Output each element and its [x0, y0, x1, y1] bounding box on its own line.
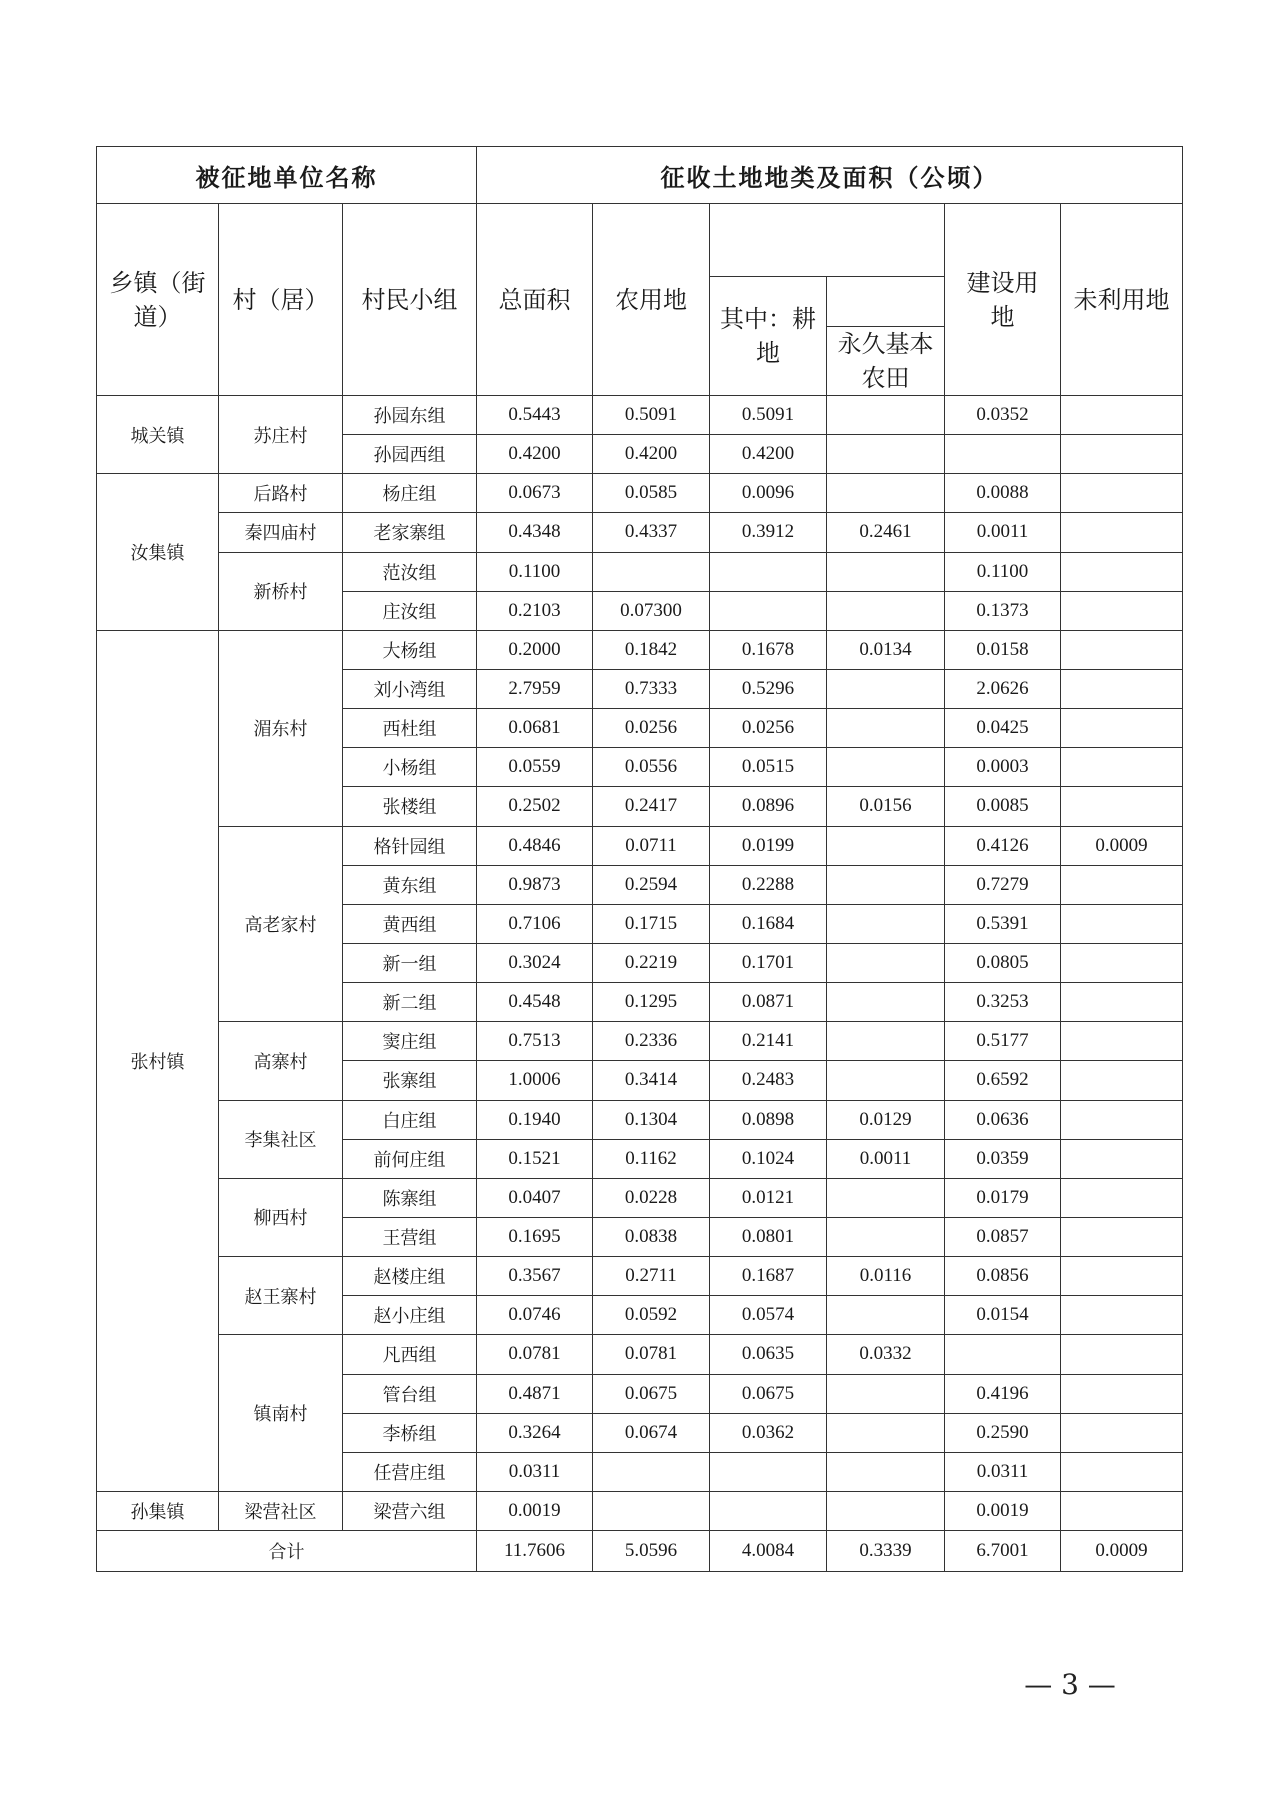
cultivated-cell [710, 1491, 827, 1530]
cultivated-header: 其中：耕地 [710, 277, 827, 396]
construction-cell: 0.0352 [945, 396, 1061, 435]
total-area-cell: 0.3024 [477, 943, 593, 982]
total-area-cell: 0.0781 [477, 1335, 593, 1374]
agricultural-cell: 0.7333 [593, 669, 710, 708]
cultivated-cell: 0.2483 [710, 1061, 827, 1100]
total-area-cell: 0.0673 [477, 474, 593, 513]
basic-farmland-cell [827, 1022, 945, 1061]
total-area-cell: 0.4348 [477, 513, 593, 552]
total-label: 合计 [97, 1531, 477, 1572]
total-area-cell: 0.0681 [477, 709, 593, 748]
total-area-cell: 0.2103 [477, 591, 593, 630]
agricultural-cell: 0.2594 [593, 865, 710, 904]
construction-cell: 0.0636 [945, 1100, 1061, 1139]
unused-cell [1061, 474, 1183, 513]
agricultural-cell: 0.1715 [593, 904, 710, 943]
cultivated-cell: 0.5296 [710, 669, 827, 708]
group-cell: 格针园组 [343, 826, 477, 865]
cultivated-cell: 0.3912 [710, 513, 827, 552]
agricultural-cell: 0.0556 [593, 748, 710, 787]
cultivated-cell: 0.4200 [710, 435, 827, 474]
unused-cell [1061, 1491, 1183, 1530]
group-cell: 王营组 [343, 1217, 477, 1256]
total-area-cell: 0.4548 [477, 983, 593, 1022]
group-cell: 杨庄组 [343, 474, 477, 513]
basic-farmland-cell [827, 474, 945, 513]
group-cell: 梁营六组 [343, 1491, 477, 1530]
village-cell: 湄东村 [219, 630, 343, 826]
total-area-cell: 0.4871 [477, 1374, 593, 1413]
total-row [97, 1531, 1183, 1572]
village-cell: 柳西村 [219, 1178, 343, 1256]
agricultural-cell: 0.1842 [593, 630, 710, 669]
agricultural-cell: 0.0675 [593, 1374, 710, 1413]
cultivated-cell: 0.0199 [710, 826, 827, 865]
agricultural-cell: 0.2336 [593, 1022, 710, 1061]
total-area-cell: 0.4200 [477, 435, 593, 474]
cultivated-cell: 0.2141 [710, 1022, 827, 1061]
total-area-cell: 0.1940 [477, 1100, 593, 1139]
total-total-area-cell: 11.7606 [477, 1531, 593, 1572]
unused-cell [1061, 1217, 1183, 1256]
basic-farmland-cell [827, 983, 945, 1022]
table-row [97, 630, 1183, 669]
basic-farmland-cell: 0.0156 [827, 787, 945, 826]
group-cell: 黄西组 [343, 904, 477, 943]
village-cell: 赵王寨村 [219, 1257, 343, 1335]
group-cell: 新二组 [343, 983, 477, 1022]
construction-cell: 0.0805 [945, 943, 1061, 982]
cultivated-cell [710, 1452, 827, 1491]
total-area-cell: 0.2000 [477, 630, 593, 669]
page-number: — 3 — [1024, 1668, 1116, 1701]
table-row [97, 1100, 1183, 1139]
basic-farmland-cell [827, 1413, 945, 1452]
agricultural-cell: 0.1295 [593, 983, 710, 1022]
group-cell: 老家寨组 [343, 513, 477, 552]
village-cell: 高老家村 [219, 826, 343, 1022]
total-area-cell: 0.0311 [477, 1452, 593, 1491]
construction-cell: 0.0179 [945, 1178, 1061, 1217]
construction-cell: 0.0311 [945, 1452, 1061, 1491]
basic-farmland-cell [827, 748, 945, 787]
basic-farmland-cell [827, 904, 945, 943]
unused-cell [1061, 865, 1183, 904]
agricultural-cell: 0.0256 [593, 709, 710, 748]
township-cell: 孙集镇 [97, 1491, 219, 1530]
cultivated-cell [710, 552, 827, 591]
cultivated-cell: 0.0896 [710, 787, 827, 826]
basic-farmland-cell: 0.0134 [827, 630, 945, 669]
construction-header: 建设用地 [945, 204, 1061, 396]
cultivated-cell: 0.0635 [710, 1335, 827, 1374]
table-row [97, 1491, 1183, 1530]
cultivated-cell: 0.0121 [710, 1178, 827, 1217]
land-acquisition-table [96, 146, 1183, 1572]
basic-farmland-cell [827, 1452, 945, 1491]
agricultural-cell: 0.0781 [593, 1335, 710, 1374]
agricultural-cell: 0.0228 [593, 1178, 710, 1217]
construction-cell: 0.0154 [945, 1296, 1061, 1335]
construction-cell: 0.7279 [945, 865, 1061, 904]
unused-cell [1061, 591, 1183, 630]
unused-cell [1061, 709, 1183, 748]
group-cell: 新一组 [343, 943, 477, 982]
construction-cell: 0.6592 [945, 1061, 1061, 1100]
group-cell: 任营庄组 [343, 1452, 477, 1491]
group-cell: 张楼组 [343, 787, 477, 826]
township-cell: 城关镇 [97, 396, 219, 474]
basic-farmland-cell [827, 1374, 945, 1413]
group-cell: 赵小庄组 [343, 1296, 477, 1335]
basic-farmland-cell: 0.0129 [827, 1100, 945, 1139]
agricultural-cell: 0.0674 [593, 1413, 710, 1452]
agricultural-cell: 0.1304 [593, 1100, 710, 1139]
construction-cell [945, 1335, 1061, 1374]
construction-cell: 0.3253 [945, 983, 1061, 1022]
construction-cell: 0.0011 [945, 513, 1061, 552]
cultivated-cell: 0.1024 [710, 1139, 827, 1178]
group-cell: 庄汝组 [343, 591, 477, 630]
cultivated-cell: 0.0871 [710, 983, 827, 1022]
group-cell: 前何庄组 [343, 1139, 477, 1178]
unused-cell [1061, 1100, 1183, 1139]
township-cell: 张村镇 [97, 630, 219, 1491]
total-area-cell: 0.1521 [477, 1139, 593, 1178]
cultivated-cell: 0.2288 [710, 865, 827, 904]
construction-cell: 0.1373 [945, 591, 1061, 630]
agricultural-cell: 0.0711 [593, 826, 710, 865]
group-cell: 白庄组 [343, 1100, 477, 1139]
basic-farmland-cell [827, 826, 945, 865]
total-agricultural-cell: 5.0596 [593, 1531, 710, 1572]
basic-farmland-cell [827, 865, 945, 904]
table-row [97, 396, 1183, 435]
table-row [97, 1257, 1183, 1296]
village-cell: 李集社区 [219, 1100, 343, 1178]
village-header: 村（居） [219, 204, 343, 396]
unused-cell [1061, 943, 1183, 982]
construction-cell: 0.4126 [945, 826, 1061, 865]
group-cell: 李桥组 [343, 1413, 477, 1452]
unused-cell [1061, 513, 1183, 552]
total-area-cell: 1.0006 [477, 1061, 593, 1100]
unused-cell [1061, 904, 1183, 943]
unused-cell [1061, 1139, 1183, 1178]
township-header: 乡镇（街道） [97, 204, 219, 396]
cultivated-cell: 0.0096 [710, 474, 827, 513]
table-row [97, 826, 1183, 865]
group-cell: 凡西组 [343, 1335, 477, 1374]
construction-cell: 0.0857 [945, 1217, 1061, 1256]
total-construction-cell: 6.7001 [945, 1531, 1061, 1572]
construction-cell: 0.4196 [945, 1374, 1061, 1413]
construction-cell: 0.0856 [945, 1257, 1061, 1296]
table-row [97, 552, 1183, 591]
basic-farmland-cell [827, 669, 945, 708]
unused-cell [1061, 630, 1183, 669]
total-area-cell: 0.7106 [477, 904, 593, 943]
construction-cell: 0.0359 [945, 1139, 1061, 1178]
agricultural-cell [593, 552, 710, 591]
basic-farmland-cell [827, 396, 945, 435]
agricultural-cell: 0.5091 [593, 396, 710, 435]
unused-cell [1061, 787, 1183, 826]
group-cell: 孙园东组 [343, 396, 477, 435]
agricultural-cell: 0.0585 [593, 474, 710, 513]
construction-cell [945, 435, 1061, 474]
construction-cell: 2.0626 [945, 669, 1061, 708]
construction-cell: 0.1100 [945, 552, 1061, 591]
total-area-cell: 0.3264 [477, 1413, 593, 1452]
unused-cell [1061, 1374, 1183, 1413]
group-cell: 小杨组 [343, 748, 477, 787]
agricultural-cell: 0.2711 [593, 1257, 710, 1296]
group-cell: 窦庄组 [343, 1022, 477, 1061]
village-cell: 梁营社区 [219, 1491, 343, 1530]
total-area-cell: 0.4846 [477, 826, 593, 865]
unused-cell [1061, 552, 1183, 591]
cultivated-cell: 0.1678 [710, 630, 827, 669]
total-area-cell: 0.0019 [477, 1491, 593, 1530]
cultivated-cell: 0.0574 [710, 1296, 827, 1335]
basic-farmland-cell [827, 591, 945, 630]
cultivated-cell: 0.0801 [710, 1217, 827, 1256]
total-area-cell: 2.7959 [477, 669, 593, 708]
basic-farmland-cell [827, 709, 945, 748]
construction-cell: 0.5391 [945, 904, 1061, 943]
basic-farmland-cell: 0.0011 [827, 1139, 945, 1178]
agricultural-header: 农用地 [593, 204, 710, 396]
unused-cell [1061, 435, 1183, 474]
agricultural-cell: 0.4200 [593, 435, 710, 474]
group-cell: 黄东组 [343, 865, 477, 904]
village-cell: 镇南村 [219, 1335, 343, 1492]
header-row-2 [97, 204, 1183, 277]
total-area-cell: 0.0559 [477, 748, 593, 787]
unused-cell [1061, 1296, 1183, 1335]
unused-cell [1061, 396, 1183, 435]
table-row [97, 513, 1183, 552]
cultivated-cell: 0.0515 [710, 748, 827, 787]
cultivated-cell: 0.1684 [710, 904, 827, 943]
basic-farmland-cell: 0.0332 [827, 1335, 945, 1374]
agricultural-cell: 0.4337 [593, 513, 710, 552]
group-cell: 孙园西组 [343, 435, 477, 474]
cultivated-cell: 0.0898 [710, 1100, 827, 1139]
village-cell: 高寨村 [219, 1022, 343, 1100]
basic-farmland-cell: 0.2461 [827, 513, 945, 552]
unused-cell [1061, 1178, 1183, 1217]
unused-cell [1061, 983, 1183, 1022]
unused-cell [1061, 748, 1183, 787]
table-row [97, 1022, 1183, 1061]
land-type-area-header: 征收土地地类及面积（公顷） [477, 147, 1183, 204]
total-area-cell: 0.7513 [477, 1022, 593, 1061]
group-cell: 刘小湾组 [343, 669, 477, 708]
unused-cell [1061, 1257, 1183, 1296]
group-cell: 赵楼庄组 [343, 1257, 477, 1296]
construction-cell: 0.0003 [945, 748, 1061, 787]
agricultural-cell [593, 1491, 710, 1530]
header-row-1 [97, 147, 1183, 204]
total-unused-cell: 0.0009 [1061, 1531, 1183, 1572]
group-cell: 陈寨组 [343, 1178, 477, 1217]
basic-farmland-cell [827, 943, 945, 982]
basic-farmland-cell [827, 1061, 945, 1100]
construction-cell: 0.0019 [945, 1491, 1061, 1530]
basic-farmland-cell: 0.0116 [827, 1257, 945, 1296]
construction-cell: 0.5177 [945, 1022, 1061, 1061]
unused-cell [1061, 1061, 1183, 1100]
cultivated-cell: 0.1687 [710, 1257, 827, 1296]
cultivated-cell: 0.0362 [710, 1413, 827, 1452]
unused-cell [1061, 669, 1183, 708]
basic-farmland-cell [827, 1296, 945, 1335]
unused-cell [1061, 1022, 1183, 1061]
agricultural-cell: 0.0838 [593, 1217, 710, 1256]
agricultural-cell: 0.1162 [593, 1139, 710, 1178]
agricultural-cell: 0.0592 [593, 1296, 710, 1335]
total-area-cell: 0.3567 [477, 1257, 593, 1296]
total-basic-farmland-cell: 0.3339 [827, 1531, 945, 1572]
total-area-cell: 0.0407 [477, 1178, 593, 1217]
construction-cell: 0.0158 [945, 630, 1061, 669]
construction-cell: 0.0088 [945, 474, 1061, 513]
group-cell: 张寨组 [343, 1061, 477, 1100]
group-cell: 范汝组 [343, 552, 477, 591]
total-area-header: 总面积 [477, 204, 593, 396]
unused-cell [1061, 1452, 1183, 1491]
basic-farmland-cell [827, 435, 945, 474]
township-cell: 汝集镇 [97, 474, 219, 631]
unit-name-header: 被征地单位名称 [97, 147, 477, 204]
basic-farmland-cell [827, 1491, 945, 1530]
total-area-cell: 0.5443 [477, 396, 593, 435]
cultivated-cell: 0.0256 [710, 709, 827, 748]
cultivated-cell [710, 591, 827, 630]
total-area-cell: 0.0746 [477, 1296, 593, 1335]
total-area-cell: 0.1695 [477, 1217, 593, 1256]
unused-header: 未利用地 [1061, 204, 1183, 396]
agricultural-cell: 0.2417 [593, 787, 710, 826]
basic-farmland-header: 永久基本农田 [827, 327, 945, 396]
group-cell: 西杜组 [343, 709, 477, 748]
group-cell: 管台组 [343, 1374, 477, 1413]
total-area-cell: 0.9873 [477, 865, 593, 904]
basic-farmland-cell [827, 1178, 945, 1217]
table-row [97, 1335, 1183, 1374]
cultivated-cell: 0.5091 [710, 396, 827, 435]
unused-cell [1061, 1335, 1183, 1374]
construction-cell: 0.2590 [945, 1413, 1061, 1452]
unused-cell: 0.0009 [1061, 826, 1183, 865]
agricultural-cell [593, 1452, 710, 1491]
village-cell: 后路村 [219, 474, 343, 513]
total-cultivated-cell: 4.0084 [710, 1531, 827, 1572]
group-header: 村民小组 [343, 204, 477, 396]
basic-farmland-cell [827, 1217, 945, 1256]
village-cell: 秦四庙村 [219, 513, 343, 552]
table-row [97, 1178, 1183, 1217]
group-cell: 大杨组 [343, 630, 477, 669]
total-area-cell: 0.1100 [477, 552, 593, 591]
construction-cell: 0.0085 [945, 787, 1061, 826]
construction-cell: 0.0425 [945, 709, 1061, 748]
total-area-cell: 0.2502 [477, 787, 593, 826]
agricultural-cell: 0.2219 [593, 943, 710, 982]
agricultural-cell: 0.3414 [593, 1061, 710, 1100]
cultivated-cell: 0.0675 [710, 1374, 827, 1413]
basic-farmland-cell [827, 552, 945, 591]
village-cell: 新桥村 [219, 552, 343, 630]
cultivated-cell: 0.1701 [710, 943, 827, 982]
agricultural-cell: 0.07300 [593, 591, 710, 630]
village-cell: 苏庄村 [219, 396, 343, 474]
unused-cell [1061, 1413, 1183, 1452]
table-row [97, 474, 1183, 513]
